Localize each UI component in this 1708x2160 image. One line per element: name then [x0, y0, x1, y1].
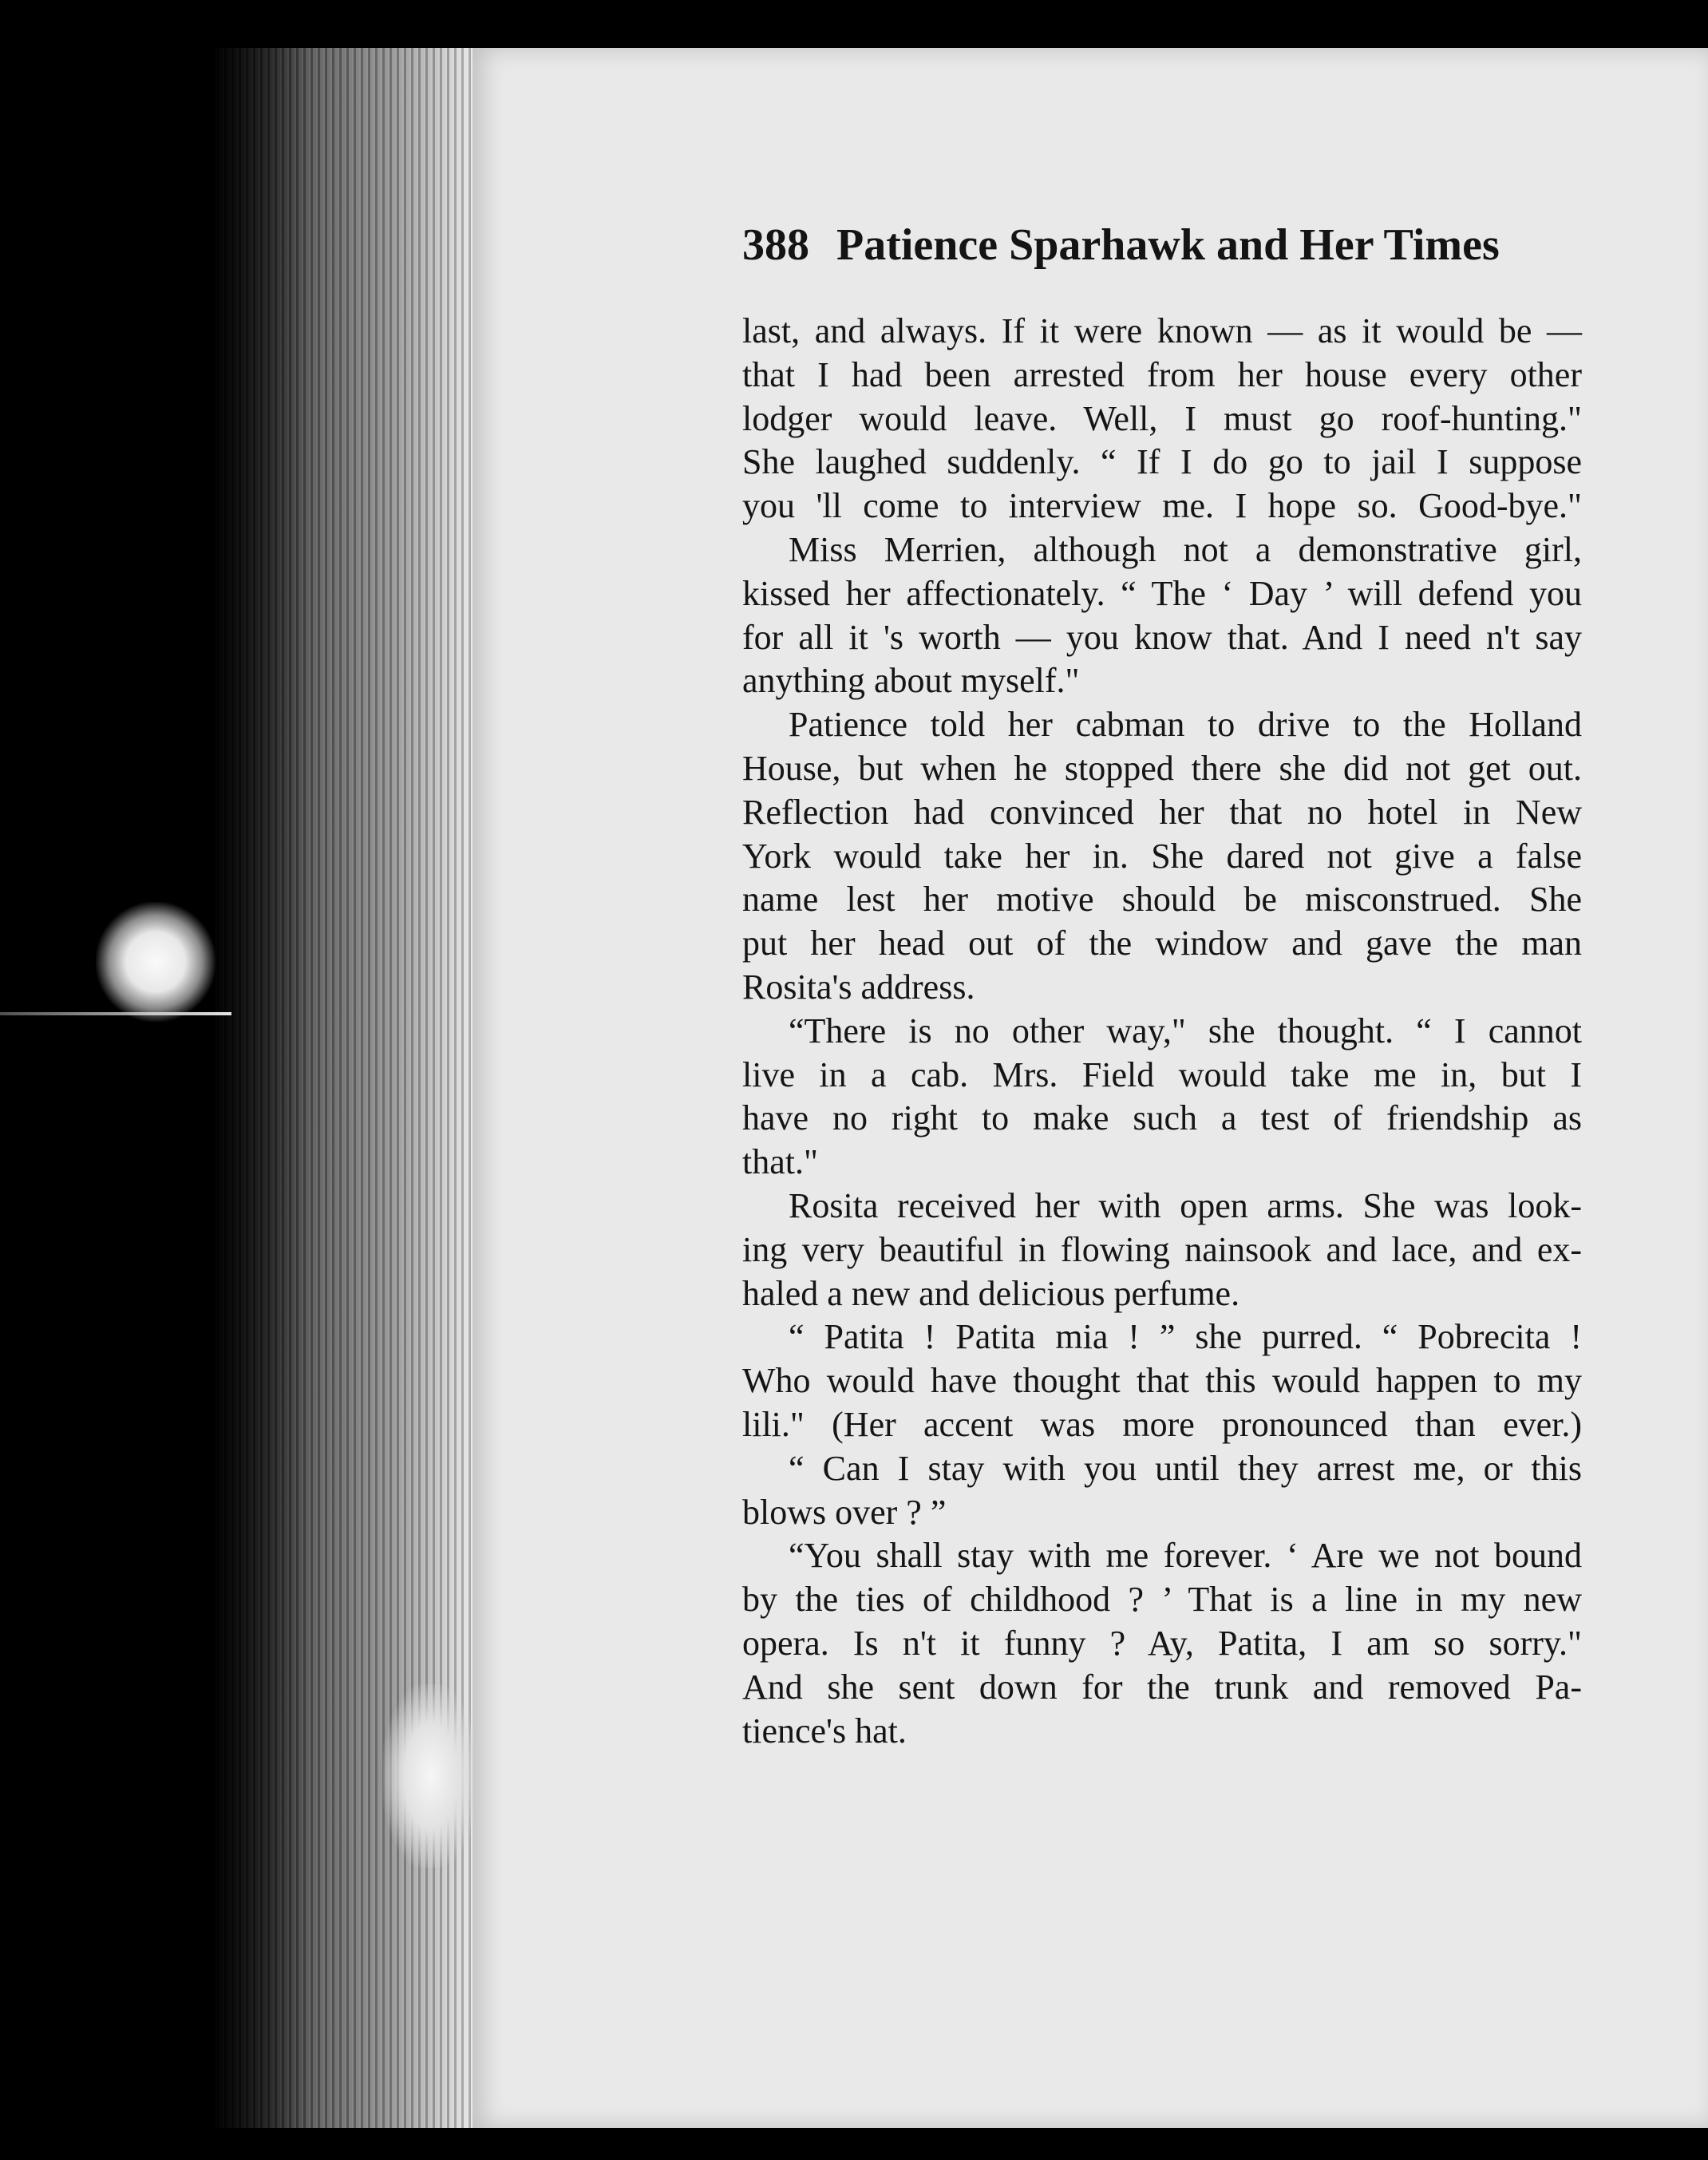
- text-line: haled a new and delicious perfume.: [742, 1273, 1240, 1313]
- text-line: that.": [742, 1142, 818, 1182]
- text-line: House, but when he stopped there she did not get out.: [742, 748, 1582, 788]
- body-text: [742, 310, 1582, 1753]
- text-line: last, and always. If it were known — as it would be —: [742, 311, 1582, 350]
- text-line: name lest her motive should be misconstrued. She: [742, 880, 1582, 920]
- edge-shadow: [215, 48, 311, 2128]
- text-line: opera. Is n't it funny ? Ay, Patita, I am so sorry.": [742, 1623, 1582, 1663]
- text-line: you 'll come to interview me. I hope so. Good-bye.": [742, 486, 1582, 526]
- text-line: Who would have thought that this would happen to my: [742, 1361, 1582, 1401]
- text-line: ing very beautiful in flowing nainsook and lace, and ex-: [742, 1229, 1582, 1269]
- text-line: “You shall stay with me forever. ‘ Are we not bound: [789, 1536, 1582, 1576]
- text-line: that I had been arrested from her house every other: [742, 354, 1582, 394]
- text-line: tience's hat.: [742, 1711, 907, 1751]
- scan-bottom-border: [0, 2128, 1708, 2160]
- scan-artifact-blot: [383, 1684, 479, 1868]
- text-line: for all it 's worth — you know that. And I need n't say: [742, 617, 1582, 657]
- text-line: York would take her in. She dared not give a false: [742, 836, 1582, 876]
- page-number: 388: [742, 220, 809, 270]
- text-line: live in a cab. Mrs. Field would take me in, but I: [742, 1054, 1582, 1094]
- text-line: And she sent down for the trunk and removed Pa-: [742, 1667, 1582, 1707]
- text-line: She laughed suddenly. “ If I do go to jail I suppose: [742, 442, 1582, 482]
- text-line: “ Can I stay with you until they arrest me, or this: [789, 1448, 1582, 1488]
- text-line: kissed her affectionately. “ The ‘ Day ’ will defend you: [742, 573, 1582, 613]
- text-line: Patience told her cabman to drive to the Holland: [789, 705, 1582, 745]
- text-line: lodger would leave. Well, I must go roof-hunting.": [742, 398, 1582, 438]
- text-line: lili." (Her accent was more pronounced than ever.): [742, 1404, 1582, 1444]
- running-head: [742, 217, 1582, 273]
- text-line: Miss Merrien, although not a demonstrative girl,: [789, 529, 1582, 569]
- scan-artifact-blot: [96, 902, 215, 1022]
- text-line: have no right to make such a test of friendship as: [742, 1098, 1582, 1138]
- text-line: anything about myself.": [742, 661, 1080, 701]
- text-line: Rosita's address.: [742, 967, 975, 1007]
- text-line: Rosita received her with open arms. She was look-: [789, 1185, 1582, 1225]
- text-line: Reflection had convinced her that no hotel in New: [742, 792, 1582, 832]
- text-line: “There is no other way," she thought. “ I cannot: [789, 1011, 1582, 1050]
- printed-page: [472, 48, 1708, 2128]
- book-title: Patience Sparhawk and Her Times: [836, 220, 1500, 270]
- text-line: put her head out of the window and gave the man: [742, 924, 1582, 963]
- text-line: blows over ? ”: [742, 1492, 947, 1532]
- text-line: by the ties of childhood ? ’ That is a line in my new: [742, 1580, 1582, 1620]
- text-line: “ Patita ! Patita mia ! ” she purred. “ Pobrecita !: [789, 1317, 1582, 1357]
